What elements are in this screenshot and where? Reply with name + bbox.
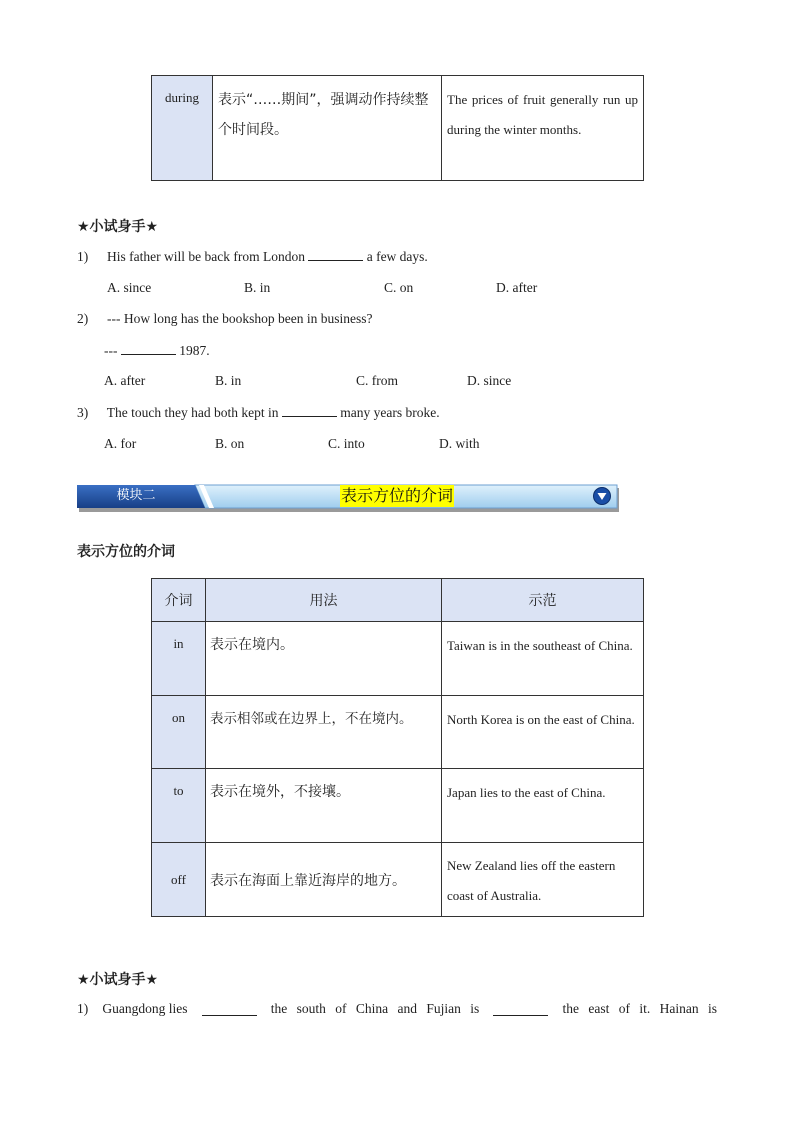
quiz2-q1-blank-2[interactable] [493, 1003, 548, 1016]
row-on-example [442, 696, 644, 769]
quiz1-q2-option-d[interactable]: D. since [467, 373, 512, 388]
header-prep-label: 介词 [164, 593, 193, 609]
prep-label: on [172, 710, 185, 725]
usage-text: 表示在境内。 [210, 637, 294, 653]
quiz1-q3-option-a[interactable]: A. for [104, 436, 137, 451]
quiz1-q2 [77, 311, 372, 327]
quiz1-q2-reply-suffix: 1987. [179, 343, 210, 358]
during-usage-cell [213, 76, 442, 181]
quiz2-q1-text-a: Guangdong lies [102, 1001, 188, 1016]
quiz1-q1 [77, 248, 428, 265]
quiz2-q1-blank-1[interactable] [202, 1003, 257, 1016]
during-usage: 表示“……期间”，强调动作持续整个时间段。 [218, 92, 429, 138]
row-off-example [442, 843, 644, 917]
header-prep [152, 579, 206, 622]
quiz1-q3-option-c[interactable]: C. into [328, 436, 365, 451]
example-text: New Zealand lies off the eastern coast of Australia. [447, 858, 616, 903]
usage-text: 表示在海面上靠近海岸的地方。 [210, 872, 406, 889]
quiz1-q3-option-b[interactable]: B. on [215, 436, 245, 451]
row-in-example [442, 622, 644, 696]
quiz1-q2-reply [104, 342, 210, 359]
quiz1-q3-num: 3) [77, 405, 89, 420]
during-prep-cell [152, 76, 213, 181]
header-usage-label: 用法 [309, 593, 338, 609]
header-example-label: 示范 [528, 593, 557, 609]
row-off-usage [206, 843, 442, 917]
quiz2-heading: ★小试身手★ [77, 972, 159, 988]
quiz1-q1-option-a[interactable]: A. since [107, 280, 152, 295]
prep-label: to [173, 783, 184, 798]
quiz1-q3-text-b: many years broke. [340, 405, 440, 420]
header-usage [206, 579, 442, 622]
table-row [152, 769, 644, 843]
table-row [152, 843, 644, 917]
quiz1-q2-reply-prefix: --- [104, 343, 118, 358]
quiz1-q3 [77, 404, 440, 421]
location-table [151, 578, 644, 917]
module-banner [77, 484, 619, 512]
quiz1-q3-text-a: The touch they had both kept in [106, 405, 279, 420]
quiz1-q2-blank[interactable] [121, 342, 176, 355]
quiz1-q1-option-b[interactable]: B. in [244, 280, 271, 295]
example-text: Taiwan is in the southeast of China. [447, 638, 633, 653]
table-row [152, 622, 644, 696]
quiz1-q1-option-d[interactable]: D. after [496, 280, 538, 295]
usage-text: 表示相邻或在边界上，不在境内。 [210, 711, 413, 727]
row-to-prep [152, 769, 206, 843]
row-to-example [442, 769, 644, 843]
chevron-down-icon[interactable] [593, 487, 611, 505]
quiz2-q1 [77, 1001, 717, 1017]
quiz1-q2-option-a[interactable]: A. after [104, 373, 146, 388]
header-example [442, 579, 644, 622]
during-prep: during [165, 90, 199, 105]
module-banner-tag: 模块二 [116, 488, 156, 503]
prep-label: in [173, 636, 184, 651]
row-on-usage [206, 696, 442, 769]
quiz1-q3-option-d[interactable]: D. with [439, 436, 480, 451]
module-banner-title: 表示方位的介词 [341, 486, 454, 505]
table-row [152, 696, 644, 769]
during-example: The prices of fruit generally run up during the winter months. [447, 92, 638, 137]
during-table [151, 75, 644, 181]
quiz1-q3-blank[interactable] [282, 404, 337, 417]
quiz1-q1-num: 1) [77, 249, 89, 264]
quiz1-heading: ★小试身手★ [77, 219, 159, 235]
quiz1-q1-text-b: a few days. [366, 249, 428, 264]
quiz1-q1-text-a: His father will be back from London [107, 249, 305, 264]
example-text: North Korea is on the east of China. [447, 712, 635, 727]
quiz1-q1-blank[interactable] [308, 248, 363, 261]
quiz1-q2-option-c[interactable]: C. from [356, 373, 398, 388]
quiz1-q2-option-b[interactable]: B. in [215, 373, 242, 388]
row-in-prep [152, 622, 206, 696]
row-on-prep [152, 696, 206, 769]
row-to-usage [206, 769, 442, 843]
prep-label: off [171, 871, 186, 887]
quiz1-q2-text: --- How long has the bookshop been in business? [107, 311, 373, 326]
quiz2-q1-text-b: the south of China and Fujian is [270, 1001, 480, 1016]
example-text: Japan lies to the east of China. [447, 785, 606, 800]
row-in-usage [206, 622, 442, 696]
section-title: 表示方位的介词 [77, 544, 175, 560]
quiz1-q2-num: 2) [77, 311, 89, 326]
quiz2-q1-num: 1) [77, 1001, 89, 1016]
quiz2-q1-text-c: the east of it. Hainan is [562, 1001, 717, 1016]
quiz1-q1-option-c[interactable]: C. on [384, 280, 414, 295]
row-off-prep [152, 843, 206, 917]
during-example-cell [442, 76, 644, 181]
usage-text: 表示在境外，不接壤。 [210, 784, 350, 800]
